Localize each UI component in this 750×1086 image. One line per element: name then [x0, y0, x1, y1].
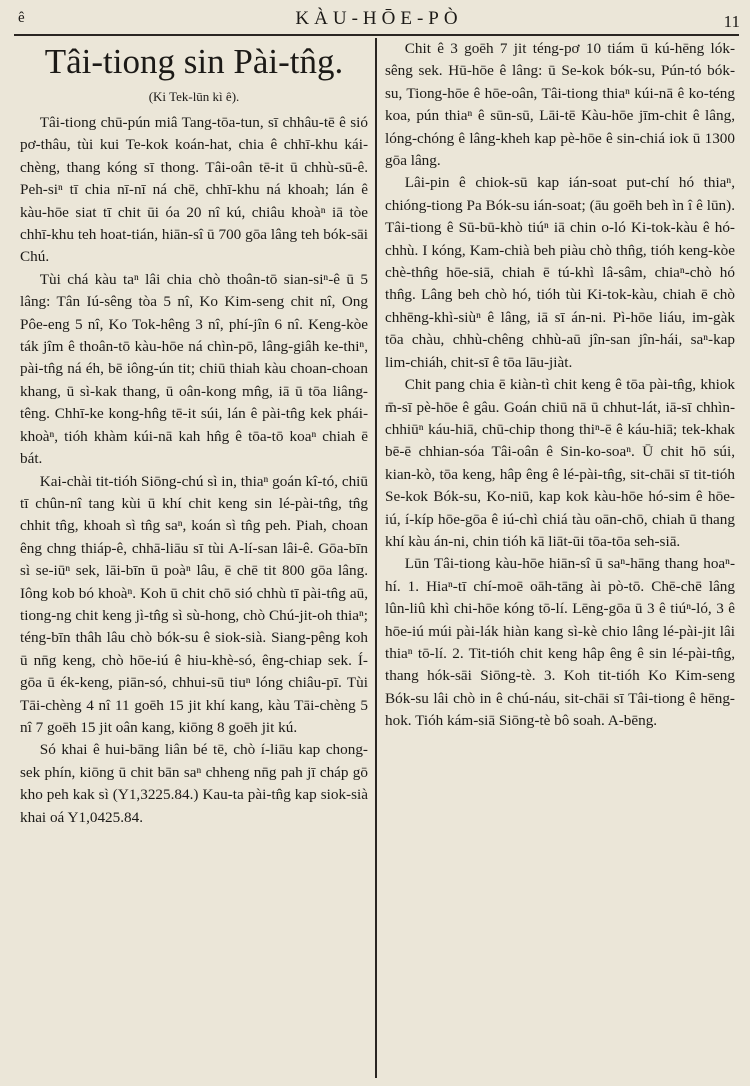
paragraph: Chit ê 3 goēh 7 jit téng-pơ 10 tiám ū kú-hēng lók-sêng sek. Hū-hōe ê lâng: ū Se-kok bók-su, Pún-tó bók-su, Tiong-hōe ê hōe-oân, Tâi-tiong thiaⁿ kúi-nā ê ko-téng koa, pún thiaⁿ ê sūn-sū, Lāi-tē Kàu-hōe jīm-chit ê lâng, lóng-chóng ê lâng-kheh kap pè-hōe ê sin-chiá iok ū 1300 gōa lâng. — [385, 40, 735, 170]
column-divider — [375, 38, 377, 1078]
paragraph: Lâi-pin ê chiok-sū kap ián-soat put-chí hó thiaⁿ, chióng-tiong Pa Bók-su ián-soat; (āu goēh beh ìn î ê lūn). Tâi-tiong ê Sū-bū-khò tiúⁿ iā chin o-ló Ki-tok-kàu ê hó-chhù. I kóng, Kam-chià beh piàu chò thn̂g, tióh keng-kòe chè-thn̂g hōe-siā, chiah ē tú-khì lâ-sâm, chiaⁿ-chò hó thn̂g. Lâng beh chò hó, tióh tùi Ki-tok-kàu, chiah ē chò chhēng-khì-siùⁿ ê lâng, iā sī án-ni. Pì-hōe liáu, im-gàk tōa chàu, chhù-chêng chhù-aū jîn-san jîn-hái, saⁿ-kap lim-chiáh, chit-sī ê tōa lāu-jiàt. — [385, 174, 735, 371]
header-mark: ê — [18, 10, 25, 26]
right-column — [385, 38, 735, 733]
paragraph: Tùi chá kàu taⁿ lâi chia chò thoân-tō sian-siⁿ-ê ū 5 lâng: Tân Iú-sêng tòa 5 nî, Ko Kim-seng chit nî, Ong Pôe-eng 5 nî, Ko Tok-hêng 3 nî, phí-jîn 6 nî. Keng-kòe ták jîm ê thoân-tō kàu-hōe ná chìn-pō, lâng-giâh ke-thiⁿ, pài-tn̂g ná éh, bē iông-ún tit; chiū thiah kàu choan-choan khang, ū sì-kak thang, ū oân-kong mn̂g, iā ū tōa liâng-têng. Chhī-ke kong-hn̂g tē-it súi, lán ê pài-tn̂g kek phái-khoàⁿ, tióh khàm kúi-nā kah hn̂g ê tōa-tō koaⁿ chiah ē bát. — [20, 270, 368, 468]
article-title: Tâi-tiong sin Pài-tn̂g. — [44, 42, 344, 81]
article-byline: (Ki Tek-lūn kì ê). — [148, 89, 240, 104]
paragraph: Tâi-tiong chū-pún miâ Tang-tōa-tun, sī chhâu-tē ê sió pơ-thâu, tùi kui Te-kok koán-hat, chia ê chhī-khu kái-chèng, thang kóng sī thong. Tâi-oân tē-it ū chhù-sū-ê. Peh-siⁿ tī chia nī-nī ná chē, chhī-khu ná khoah; lán ê kàu-hōe siat tī chit ūi óa 20 nî kú, chiâu khoàⁿ iā tòe chhī-khu teh hoat-tián, hiān-sî ū 700 gōa lâng teh bók-sāi Chú. — [20, 114, 368, 266]
paragraph: Só khai ê hui-bāng liân bé tē, chò í-liāu kap chong-sek phín, kiōng ū chit bān saⁿ chheng nn̄g pah jī cháp gō kho peh kak sì (Y1,3225.84.) Kau-ta pài-tn̂g kap siok-sià khai oá Y1,0425.84. — [20, 741, 368, 826]
paragraph: Kai-chài tit-tióh Siōng-chú sì in, thiaⁿ goán kî-tó, chiū tī chûn-nî tang kùi ū khí chit keng sin lé-pài-tn̂g, tn̂g chhit tn̂g, khoah sì tn̂g saⁿ, koán sì tn̂g peh. Piah, choan êng chng thiáp-ê, chhā-liāu sī tùi A-lí-san lâi-ê. Gōa-bīn sì se-iūⁿ sek, lāi-bīn ū poàⁿ lâu, ē chē tit 800 gōa lâng. Iông kob bó khoàⁿ. Koh ū chit chō sió chhù tī pài-tn̂g aū, tiong-ng chit keng jì-tn̂g sì sù-hong, chò Chú-jit-oh thiaⁿ; téng-bīn thâh lâu chò bók-su ê siok-sià. Siang-pêng koh ū nn̄g keng, chò hōe-iú ê hiu-khè-só, êng-chiap sek. Í-gōa ū ék-keng, piān-só, chhui-sū tiuⁿ lóng chiâu-pī. Tùi Tāi-chèng 4 nî 11 goēh 15 jit khí kang, kàu Tāi-chèng 5 nî 7 goēh 15 jit oân kang, kiōng 8 goēh jit kú. — [20, 472, 368, 736]
paragraph: Chit pang chia ē kiàn-tì chit keng ê tōa pài-tn̂g, khiok m̄-sī pè-hōe ê gâu. Goán chiū nā ū chhut-lát, iā-sī chhìn-chhiūⁿ káu-hiā, chū-chip thong thiⁿ-ē ê káu-hiā; tek-khak bē-ē chhian-sóa Tâi-oân ê Sin-ko-soaⁿ. Ū chit hō súi, kian-kò, tōa keng, hâp êng ê lé-pài-tn̂g, sit-chāi sī tit-tióh Se-kok Bók-su, Ko-niū, kap kok kàu-hōe hó-sim ê hōe-iú, í-kíp hōe-gōa ê iú-chì chiá tàu oān-chō, chiah ū thang khí kàu án-ni, chin tióh kā liāt-ūi tōa-tōa seh-siā. — [385, 376, 735, 550]
page-header — [14, 6, 744, 36]
page-number: 11 — [723, 12, 740, 31]
paragraph: Lūn Tâi-tiong kàu-hōe hiān-sî ū saⁿ-hāng thang hoaⁿ-hí. 1. Hiaⁿ-tī chí-moē oāh-tāng ài pò-tō. Chē-chē lâng lûn-liû khì chi-hōe kóng tō-lí. Lēng-gōa ū 3 ê tiúⁿ-ló, 3 ê hōe-iú múi pài-lák hiàn kang sì-kè chio lâng lé-pài-jit lâi thiaⁿ tō-lí. 2. Tit-tióh chit keng hâp êng ê sin lé-pài-tn̂g, thang hók-sāi Siōng-tè. 3. Koh tit-tióh Ko Kim-seng Bók-su lâi chò in ê chú-náu, sit-chāi sī Tâi-tiong ê hēng-hok. Tióh kám-siā Siōng-tè bô soah. A-bēng. — [385, 555, 735, 730]
newspaper-title: KÀU-HŌE-PÒ — [295, 8, 463, 29]
header-rule — [14, 34, 739, 36]
left-column — [20, 38, 368, 829]
